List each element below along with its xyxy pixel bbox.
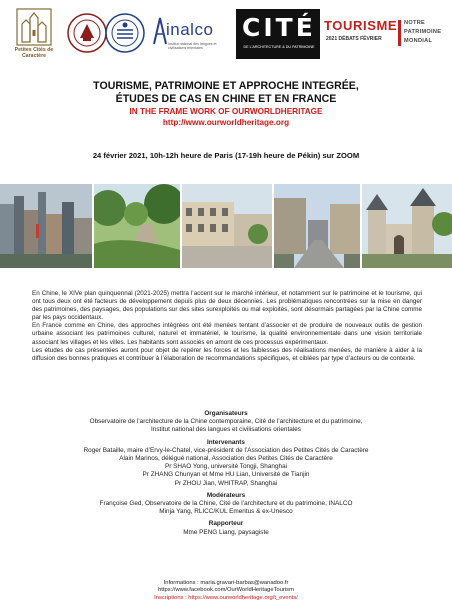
inscriptions-label: Inscriptions : <box>154 594 189 601</box>
page-title-line-1: TOURISME, PATRIMOINE ET APPROCHE INTEGRÉE, <box>93 80 359 92</box>
website-link[interactable]: http://www.ourworldheritage.org <box>162 118 290 127</box>
photo-strip <box>0 172 452 270</box>
organisateurs-heading: Organisateurs <box>204 410 248 417</box>
page-title-line-2: ÉTUDES DE CAS EN CHINE ET EN FRANCE <box>115 93 337 105</box>
intervenant-line: Alain Marinos, délégué national, Association des Petites Cités de Caractère <box>119 455 333 463</box>
tongji-seal-logo <box>104 12 146 54</box>
moderateurs-heading: Modérateurs <box>206 491 246 499</box>
tourisme-word: TOURISME <box>324 18 398 33</box>
inalco-word: inalco <box>166 20 214 39</box>
description-text <box>32 290 422 363</box>
seal-icon <box>66 12 108 54</box>
intervenant-line: Roger Bataille, maire d’Ervy-le-Chatel, vice-président de l’Association des Petites Cités de Caractère <box>83 446 369 454</box>
intervenant-line: Pr ZHOU Jian, WHITRAP, Shanghai <box>174 479 278 487</box>
inalco-logo <box>150 10 232 60</box>
paragraph: En Chine, le XIVe plan quinquennal (2021-2025) mettra l’accent sur le marché intérieur, et notamment sur le patrimoine et le tourisme, qui ont tous deux ont été facteurs de développement depuis plus de deux décennies. Les problématiques rencontrées sur la mise en danger des patrimoines, des paysages, des populations sur des sites surexploités ou mal exploités, sont désormais partagées par la Chine comme par les pays occidentaux. <box>32 290 422 322</box>
photo-french-square <box>182 184 272 268</box>
photo-city-street <box>274 184 360 268</box>
facebook-link[interactable]: https://www.facebook.com/OurWorldHeritageTourism <box>158 587 294 594</box>
inalco-subtitle: Institut national des langues et civilisations orientales <box>168 42 217 51</box>
university-seal-logo <box>66 12 108 54</box>
photo-medieval-castle <box>362 184 452 268</box>
notre-patrimoine-mondial-logo <box>396 18 450 52</box>
event-title-block <box>0 80 452 128</box>
cite-word: CITÉ <box>242 13 316 42</box>
moderateur-line: Françoise Ged, Observatoire de la Chine, Cité de l’architecture et du patrimoine, INALCO <box>99 500 353 508</box>
notre-line: NOTRE <box>404 20 426 26</box>
notre-patrimoine-text <box>404 19 441 46</box>
intervenant-line: Pr SHAO Yong, université Tongji, Shanghai <box>164 463 288 471</box>
castle-icon <box>16 8 52 46</box>
intervenants-heading: Intervenants <box>206 438 245 446</box>
notre-line: MONDIAL <box>404 38 433 44</box>
inscriptions-line <box>0 595 452 602</box>
intervenant-line: Pr ZHANG Chunyan et Mme HU Lian, Université de Tianjin <box>142 471 310 479</box>
rapporteur-heading: Rapporteur <box>208 520 244 528</box>
seal-icon <box>104 12 146 54</box>
notre-line: PATRIMOINE <box>404 29 442 35</box>
photo-park-walkway <box>94 184 180 268</box>
petites-cites-logo <box>10 8 58 64</box>
paragraph: En France comme en Chine, des approches intégrées ont été menées tentant d’associer et de produire de nouveaux outils de gestion urbaine associant les patrimoines culturel, naturel et immatériel, le tourisme, la qualité environnementale dans une vision territoriale associant les villages et les villes. Les habitants sont associés en amont de ces processus expérimentaux. <box>32 322 422 346</box>
cite-architecture-logo <box>236 9 320 59</box>
credits-block <box>0 410 452 537</box>
tourisme-subtitle: 2021 DÉBATS FÉVRIER <box>326 36 382 42</box>
contact-footer <box>0 580 452 602</box>
organisateur-line: Institut national des langues et civilisations orientales <box>151 426 301 434</box>
framework-line: IN THE FRAME WORK OF OURWORLDHERITAGE <box>129 107 323 116</box>
rapporteur-line: Mme PENG Liang, paysagiste <box>183 528 269 536</box>
photo-shanghai-skyline <box>0 184 92 268</box>
moderateur-line: Minja Yang, RLICC/KUL Emeritus & ex-Unesco <box>159 508 293 516</box>
pcc-caption: Petites Cités de Caractère <box>14 47 54 59</box>
tourisme-logo <box>320 18 398 52</box>
organisateur-line: Observatoire de l’architecture de la Chine contemporaine, Cité de l’architecture et du patrimoine, <box>89 418 363 426</box>
inscriptions-link[interactable]: https://www.ourworldheritage.org/t_events/ <box>188 594 298 601</box>
paragraph: Les études de cas présentées auront pour objet de repérer les forces et les faiblesses des réalisations menées, de manière à aider à la diffusion des bonnes pratiques et contribuer à l’élaboration de recommandations spécifiques, et ciblées par type d’acteurs ou de contexte. <box>32 346 422 362</box>
cite-subtitle: DE L'ARCHITECTURE & DU PATRIMOINE <box>243 45 315 49</box>
red-bar-icon <box>398 20 401 46</box>
partner-logos <box>0 0 452 70</box>
event-date: 24 février 2021, 10h-12h heure de Paris (17-19h heure de Pékin) sur ZOOM <box>92 151 360 160</box>
info-email[interactable]: Informations : maria.gravari-barbas@wanadoo.fr <box>163 580 289 586</box>
